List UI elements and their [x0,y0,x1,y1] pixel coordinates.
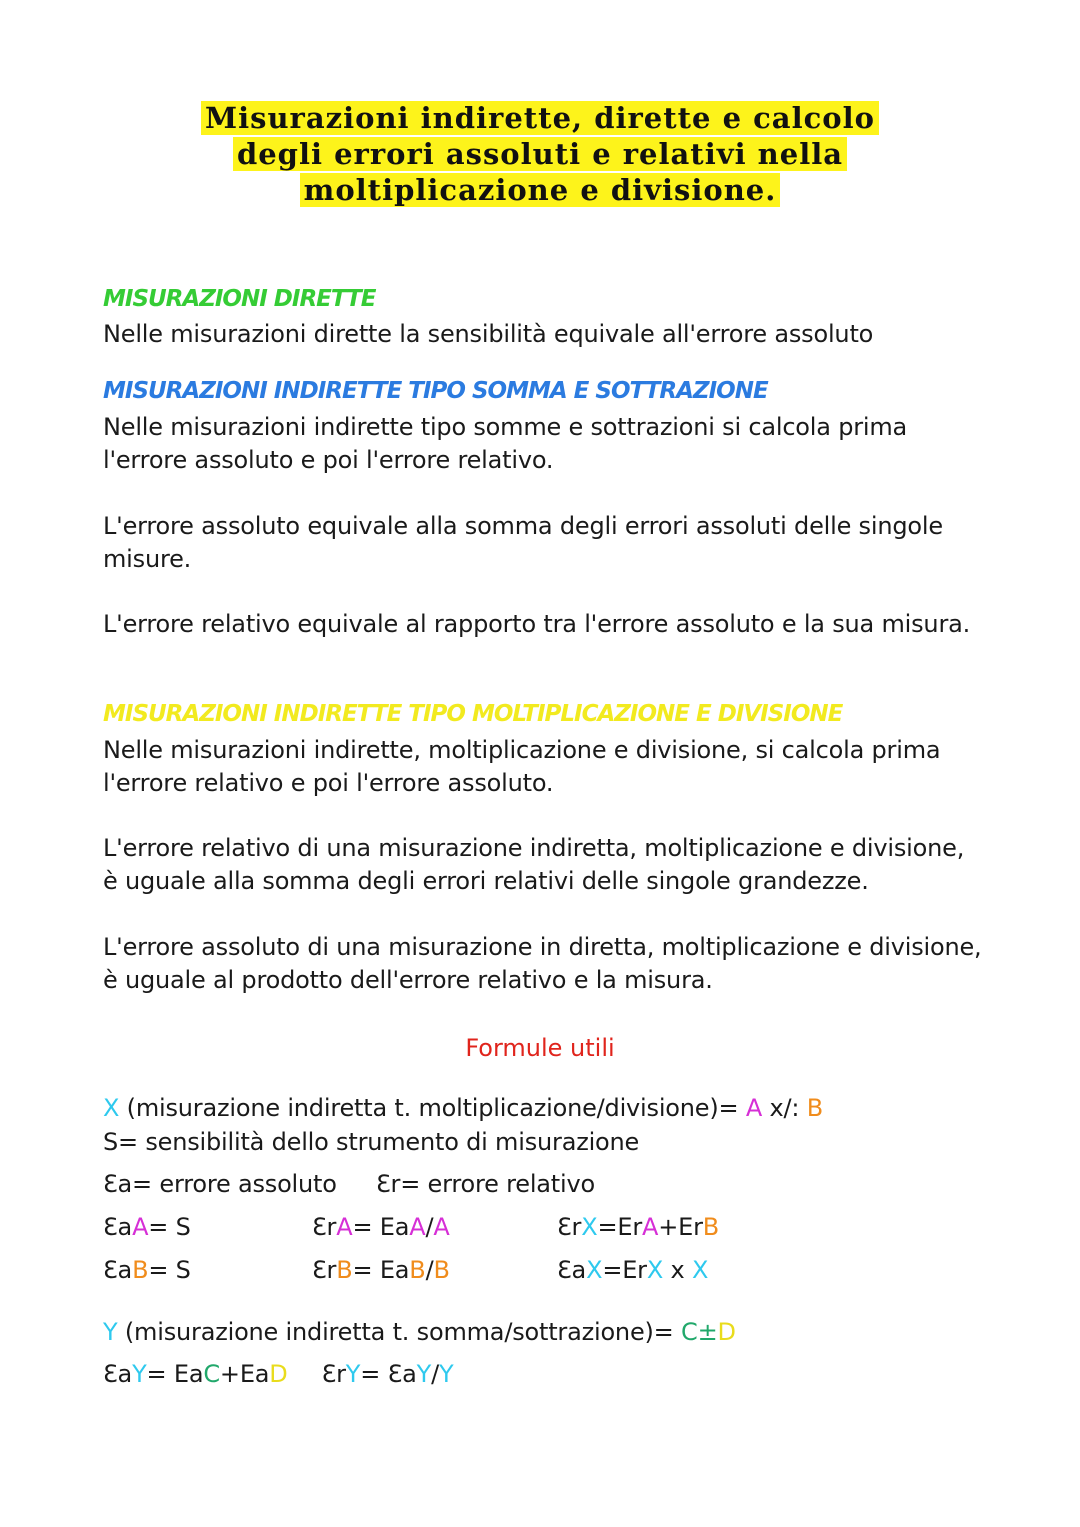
var-a: A [433,1213,450,1241]
paragraph-molt-1: Nelle misurazioni indirette, moltiplicazione e divisione, si calcola prima l'errore relativo e poi l'errore assoluto. [103,736,941,797]
rest: = Ea [352,1256,410,1284]
formula-y-errors [103,1360,453,1388]
y-def-text: (misurazione indiretta t. somma/sottrazione)= [117,1318,682,1346]
var-a: A [409,1213,426,1241]
paragraph-somma-2: L'errore assoluto equivale alla somma degli errori assoluti delle singole misure. [103,512,943,573]
var-d: D [717,1318,736,1346]
x-def-op: x/: [762,1094,807,1122]
slash: / [425,1213,434,1241]
paragraph-molt-3: L'errore assoluto di una misurazione in diretta, moltiplicazione e divisione, è uguale al prodotto dell'errore relativo e la misura. [103,933,982,994]
var-c: C [203,1360,220,1388]
sym: Ɛr [557,1213,582,1241]
var-x: X [581,1213,598,1241]
title-line-2: degli errori assoluti e relativi nella [233,137,847,171]
paragraph-molt-2: L'errore relativo di una misurazione indiretta, moltiplicazione e divisione, è uguale alla somma degli errori relativi delle singole grandezze. [103,834,965,895]
var-c: C [681,1318,698,1346]
formula-y-definition [103,1318,736,1346]
var-x: X [586,1256,603,1284]
var-a: A [642,1213,659,1241]
var-b: B [702,1213,720,1241]
formula-eaA [103,1213,191,1241]
formula-x-definition [103,1094,823,1122]
formula-eaB [103,1256,191,1284]
formula-s-definition: S= sensibilità dello strumento di misurazione [103,1128,640,1156]
title-line-3: moltiplicazione e divisione. [300,173,781,207]
var-a: A [745,1094,763,1122]
formula-erA [312,1213,450,1241]
heading-misurazioni-dirette: MISURAZIONI DIRETTE [103,286,376,312]
sym: Ɛa [103,1360,133,1388]
var-y: Y [345,1360,361,1388]
var-x: X [691,1256,709,1284]
sym: Ɛa [103,1213,133,1241]
var-b: B [806,1094,823,1122]
rest: = Ea [352,1213,410,1241]
sym: Ɛr [321,1360,346,1388]
paragraph-somma-3: L'errore relativo equivale al rapporto tra l'errore assoluto e la sua misura. [103,610,971,638]
sym: Ɛa [557,1256,587,1284]
rest: =Er [597,1213,643,1241]
var-b: B [433,1256,450,1284]
slash: / [425,1256,434,1284]
formule-title: Formule utili [465,1034,615,1062]
var-y: Y [132,1360,147,1388]
slash: / [431,1360,440,1388]
rest: = S [148,1213,191,1241]
heading-moltiplicazione-divisione: MISURAZIONI INDIRETTE TIPO MOLTIPLICAZIONE E DIVISIONE [103,701,843,727]
heading-somma-sottrazione: MISURAZIONI INDIRETTE TIPO SOMMA E SOTTRAZIONE [103,378,768,404]
plus: +Er [658,1213,703,1241]
var-y: Y [439,1360,454,1388]
rest: = Ea [146,1360,204,1388]
var-y: Y [103,1318,118,1346]
times: x [663,1256,692,1284]
rest: = S [148,1256,191,1284]
var-x: X [103,1094,120,1122]
formula-eaX [557,1256,708,1284]
page-title [60,100,1020,208]
var-y: Y [416,1360,432,1388]
var-d: D [269,1360,288,1388]
rest: = Ɛa [360,1360,417,1388]
var-a: A [336,1213,353,1241]
plus: +Ea [219,1360,270,1388]
formula-ea-definition: Ɛa= errore assoluto [103,1170,337,1198]
rest: =Er [602,1256,647,1284]
var-b: B [336,1256,353,1284]
title-line-1: Misurazioni indirette, dirette e calcolo [201,101,879,135]
sym: Ɛr [312,1256,337,1284]
formula-erX [557,1213,719,1241]
paragraph-somma-1: Nelle misurazioni indirette tipo somme e sottrazioni si calcola prima l'errore assoluto e poi l'errore relativo. [103,413,908,474]
x-def-text: (misurazione indiretta t. moltiplicazione/divisione)= [119,1094,746,1122]
paragraph-dirette: Nelle misurazioni dirette la sensibilità equivale all'errore assoluto [103,320,874,348]
plus-minus: ± [697,1318,718,1346]
sym: Ɛa [103,1256,133,1284]
var-b: B [409,1256,426,1284]
var-b: B [132,1256,149,1284]
sym: Ɛr [312,1213,337,1241]
formula-erB [312,1256,450,1284]
var-x: X [646,1256,664,1284]
var-a: A [132,1213,149,1241]
formula-er-definition: Ɛr= errore relativo [376,1170,595,1198]
